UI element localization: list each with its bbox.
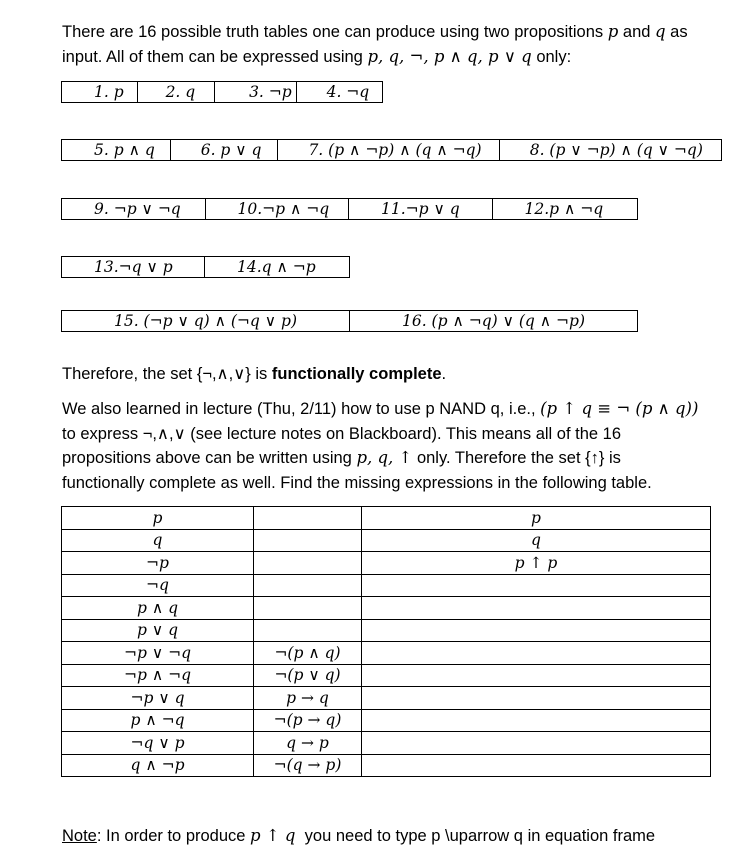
table-row <box>62 754 711 777</box>
expression-cell: 12.p ∧ ¬q <box>524 200 604 218</box>
equivalent-cell[interactable]: ¬(p → q) <box>254 709 362 732</box>
lecture-line-4: functionally complete as well. Find the missing expressions in the following table. <box>62 473 652 492</box>
proposition-cell: ¬p ∨ q <box>62 687 254 710</box>
equivalent-cell[interactable] <box>254 574 362 597</box>
table-row <box>62 687 711 710</box>
nand-expression-cell[interactable] <box>362 709 711 732</box>
nand-expression-cell[interactable] <box>362 732 711 755</box>
proposition-cell: q ∧ ¬p <box>62 754 254 777</box>
proposition-cell: p ∨ q <box>62 619 254 642</box>
equivalent-cell[interactable]: ¬(q → p) <box>254 754 362 777</box>
table-row <box>62 619 711 642</box>
intro-line-1: There are 16 possible truth tables one can produce using two propositions p and q as <box>62 22 688 41</box>
equivalent-cell[interactable]: q → p <box>254 732 362 755</box>
expression-cell: 10.¬p ∧ ¬q <box>206 199 350 219</box>
expression-row-3 <box>61 198 638 220</box>
expression-cell: 13.¬q ∨ p <box>62 257 205 277</box>
expression-row-1 <box>61 81 383 103</box>
table-row <box>62 574 711 597</box>
table-row <box>62 709 711 732</box>
equivalent-cell[interactable] <box>254 619 362 642</box>
note-line: Note: In order to produce p ↑ q you need to type p \uparrow q in equation frame <box>62 826 656 845</box>
nand-expression-cell[interactable] <box>362 664 711 687</box>
proposition-cell: p <box>62 507 254 530</box>
equivalent-cell[interactable]: p → q <box>254 687 362 710</box>
expression-cell: 8. (p ∨ ¬p) ∧ (q ∨ ¬q) <box>529 141 703 159</box>
nand-expression-cell[interactable] <box>362 754 711 777</box>
expression-cell: 16. (p ∧ ¬q) ∨ (q ∧ ¬p) <box>401 312 586 330</box>
expression-row-5 <box>61 310 638 332</box>
nand-expression-cell[interactable] <box>362 597 711 620</box>
intro-paragraph <box>62 20 688 69</box>
nand-expression-cell[interactable] <box>362 574 711 597</box>
table-row <box>62 732 711 755</box>
table-row <box>62 552 711 575</box>
table-row <box>62 597 711 620</box>
lecture-paragraph <box>62 397 698 495</box>
lecture-line-3: propositions above can be written using p, q, ↑ only. Therefore the set {↑} is <box>62 448 621 467</box>
nand-expression-cell[interactable] <box>362 687 711 710</box>
proposition-cell: ¬p ∨ ¬q <box>62 642 254 665</box>
table-row <box>62 642 711 665</box>
nand-expression-cell[interactable]: p ↑ p <box>362 552 711 575</box>
expression-cell: 3. ¬p <box>215 82 297 102</box>
expression-cell: 2. q <box>138 82 216 102</box>
intro-line-2: input. All of them can be expressed using p, q, ¬, p ∧ q, p ∨ q only: <box>62 46 572 66</box>
functionally-complete-term: functionally complete <box>271 365 442 383</box>
therefore-sentence: Therefore, the set {¬,∧,∨} is functionally complete. <box>62 365 447 383</box>
proposition-cell: ¬q ∨ p <box>62 732 254 755</box>
equivalent-cell[interactable] <box>254 507 362 530</box>
proposition-cell: p ∧ ¬q <box>62 709 254 732</box>
nand-expression-cell[interactable]: p <box>362 507 711 530</box>
nand-expression-cell[interactable]: q <box>362 529 711 552</box>
table-row <box>62 529 711 552</box>
expression-row-2 <box>61 139 722 161</box>
expression-cell: 14.q ∧ ¬p <box>237 258 316 276</box>
lecture-line-1: We also learned in lecture (Thu, 2/11) how to use p NAND q, i.e., (p ↑ q ≡ ¬ (p ∧ q)) <box>62 399 699 418</box>
expression-cell: 7. (p ∧ ¬p) ∧ (q ∧ ¬q) <box>278 140 499 160</box>
equivalent-cell[interactable] <box>254 552 362 575</box>
table-row <box>62 664 711 687</box>
expression-cell: 11.¬p ∨ q <box>349 199 493 219</box>
equivalent-cell[interactable] <box>254 529 362 552</box>
expression-row-4 <box>61 256 350 278</box>
proposition-cell: q <box>62 529 254 552</box>
expression-cell: 4. ¬q <box>326 83 370 101</box>
expression-cell: 9. ¬p ∨ ¬q <box>62 199 206 219</box>
proposition-cell: ¬p ∧ ¬q <box>62 664 254 687</box>
expression-cell: 15. (¬p ∨ q) ∧ (¬q ∨ p) <box>62 311 350 331</box>
proposition-cell: ¬q <box>62 574 254 597</box>
expression-cell: 1. p <box>62 82 138 102</box>
expression-cell: 6. p ∨ q <box>171 140 279 160</box>
lecture-line-2: to express ¬,∧,∨ (see lecture notes on Blackboard). This means all of the 16 <box>62 424 622 443</box>
nand-expression-table <box>61 506 711 777</box>
proposition-cell: ¬p <box>62 552 254 575</box>
equivalent-cell[interactable]: ¬(p ∨ q) <box>254 664 362 687</box>
table-row <box>62 507 711 530</box>
nand-expression-cell[interactable] <box>362 642 711 665</box>
equivalent-cell[interactable]: ¬(p ∧ q) <box>254 642 362 665</box>
nand-expression-cell[interactable] <box>362 619 711 642</box>
expression-cell: 5. p ∧ q <box>62 140 171 160</box>
proposition-cell: p ∧ q <box>62 597 254 620</box>
equivalent-cell[interactable] <box>254 597 362 620</box>
note-label: Note <box>62 827 97 845</box>
